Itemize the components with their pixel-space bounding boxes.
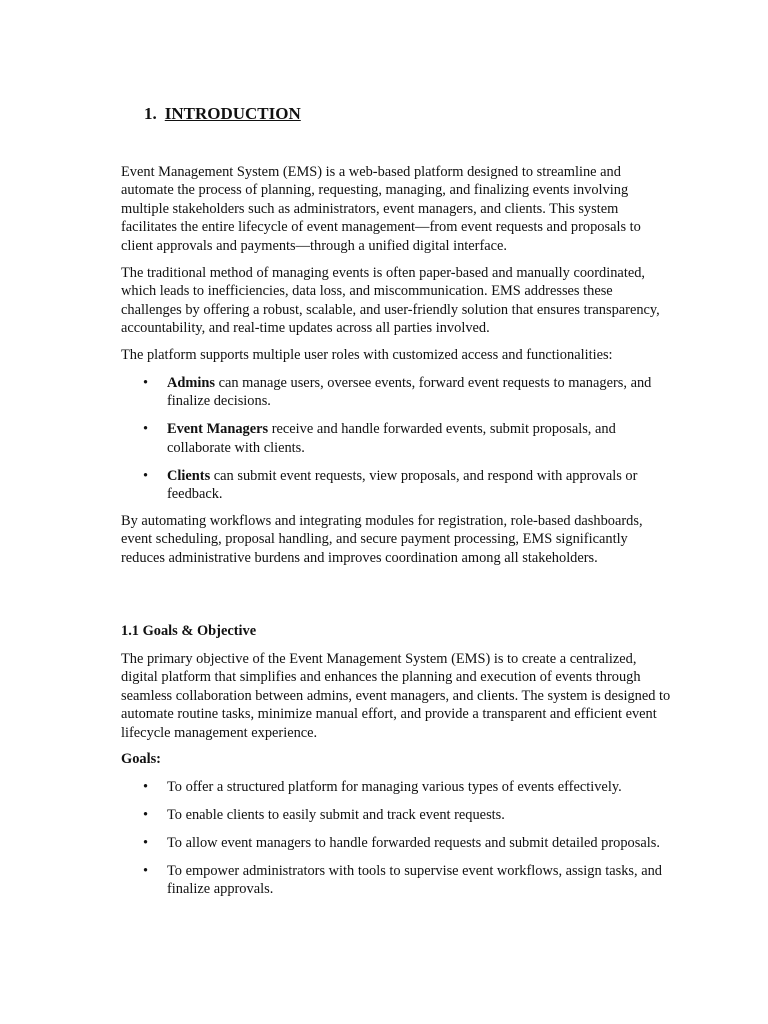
- list-item-role-admins: [121, 374, 673, 411]
- subsection-heading-goals: 1.1 Goals & Objective: [121, 623, 257, 639]
- goals-list: [121, 778, 673, 908]
- intro-paragraph-4: By automating workflows and integrating modules for registration, role-based dashboards, event scheduling, proposal handling, and secure payment processing, EMS significantly reduces administrative burdens and improves coordination among all stakeholders.: [121, 513, 643, 566]
- role-description: receive and handle forwarded events, submit proposals, and collaborate with clients.: [167, 421, 616, 456]
- section-heading-introduction: [144, 104, 301, 124]
- goal-text: To empower administrators with tools to supervise event workflows, assign tasks, and finalize approvals.: [167, 863, 662, 898]
- list-item-goal: [121, 806, 673, 824]
- list-item-goal: [121, 778, 673, 796]
- intro-paragraph-2: The traditional method of managing events is often paper-based and manually coordinated, which leads to inefficiencies, data loss, and miscommunication. EMS addresses these challenges by offering a robust, scalable, and user-friendly solution that ensures transparency, accountability, and real-time updates across all parties involved.: [121, 265, 660, 337]
- bullet-icon: •: [143, 835, 149, 851]
- list-item-goal: [121, 862, 673, 899]
- role-term: Admins: [167, 375, 215, 391]
- role-term: Event Managers: [167, 421, 269, 438]
- list-item-role-clients: [121, 467, 673, 504]
- goal-text: To allow event managers to handle forwarded requests and submit detailed proposals.: [167, 835, 660, 851]
- intro-paragraph-1: Event Management System (EMS) is a web-based platform designed to streamline and automate the process of planning, requesting, managing, and finalizing events involving multiple stakeholders such as administrators, event managers, and clients. This system facilitates the entire lifecycle of event management—from event requests and proposals to client approvals and payments—through a unified digital interface.: [121, 164, 641, 254]
- bullet-icon: •: [143, 421, 149, 438]
- bullet-icon: •: [143, 863, 149, 879]
- goals-paragraph-1: The primary objective of the Event Management System (EMS) is to create a centralized, digital platform that simplifies and enhances the planning and execution of events through seamless collaboration between admins, event managers, and clients. The system is designed to automate routine tasks, minimize manual effort, and provide a transparent and efficient event lifecycle management experience.: [121, 651, 671, 741]
- bullet-icon: •: [143, 779, 149, 795]
- role-description: can manage users, oversee events, forward event requests to managers, and finalize decisions.: [167, 375, 652, 410]
- goals-label: Goals:: [121, 751, 161, 767]
- intro-paragraph-3: The platform supports multiple user roles with customized access and functionalities:: [121, 347, 613, 363]
- bullet-icon: •: [143, 375, 149, 391]
- goal-text: To enable clients to easily submit and track event requests.: [167, 807, 505, 823]
- section-title: INTRODUCTION: [164, 104, 301, 123]
- role-term: Clients: [167, 467, 211, 484]
- list-item-role-event-managers: [121, 420, 673, 457]
- role-description: can submit event requests, view proposals, and respond with approvals or feedback.: [167, 467, 638, 503]
- section-number: 1.: [144, 104, 157, 123]
- roles-list: [121, 374, 673, 513]
- list-item-goal: [121, 834, 673, 852]
- bullet-icon: •: [143, 467, 149, 484]
- goal-text: To offer a structured platform for managing various types of events effectively.: [167, 779, 622, 795]
- bullet-icon: •: [143, 807, 149, 823]
